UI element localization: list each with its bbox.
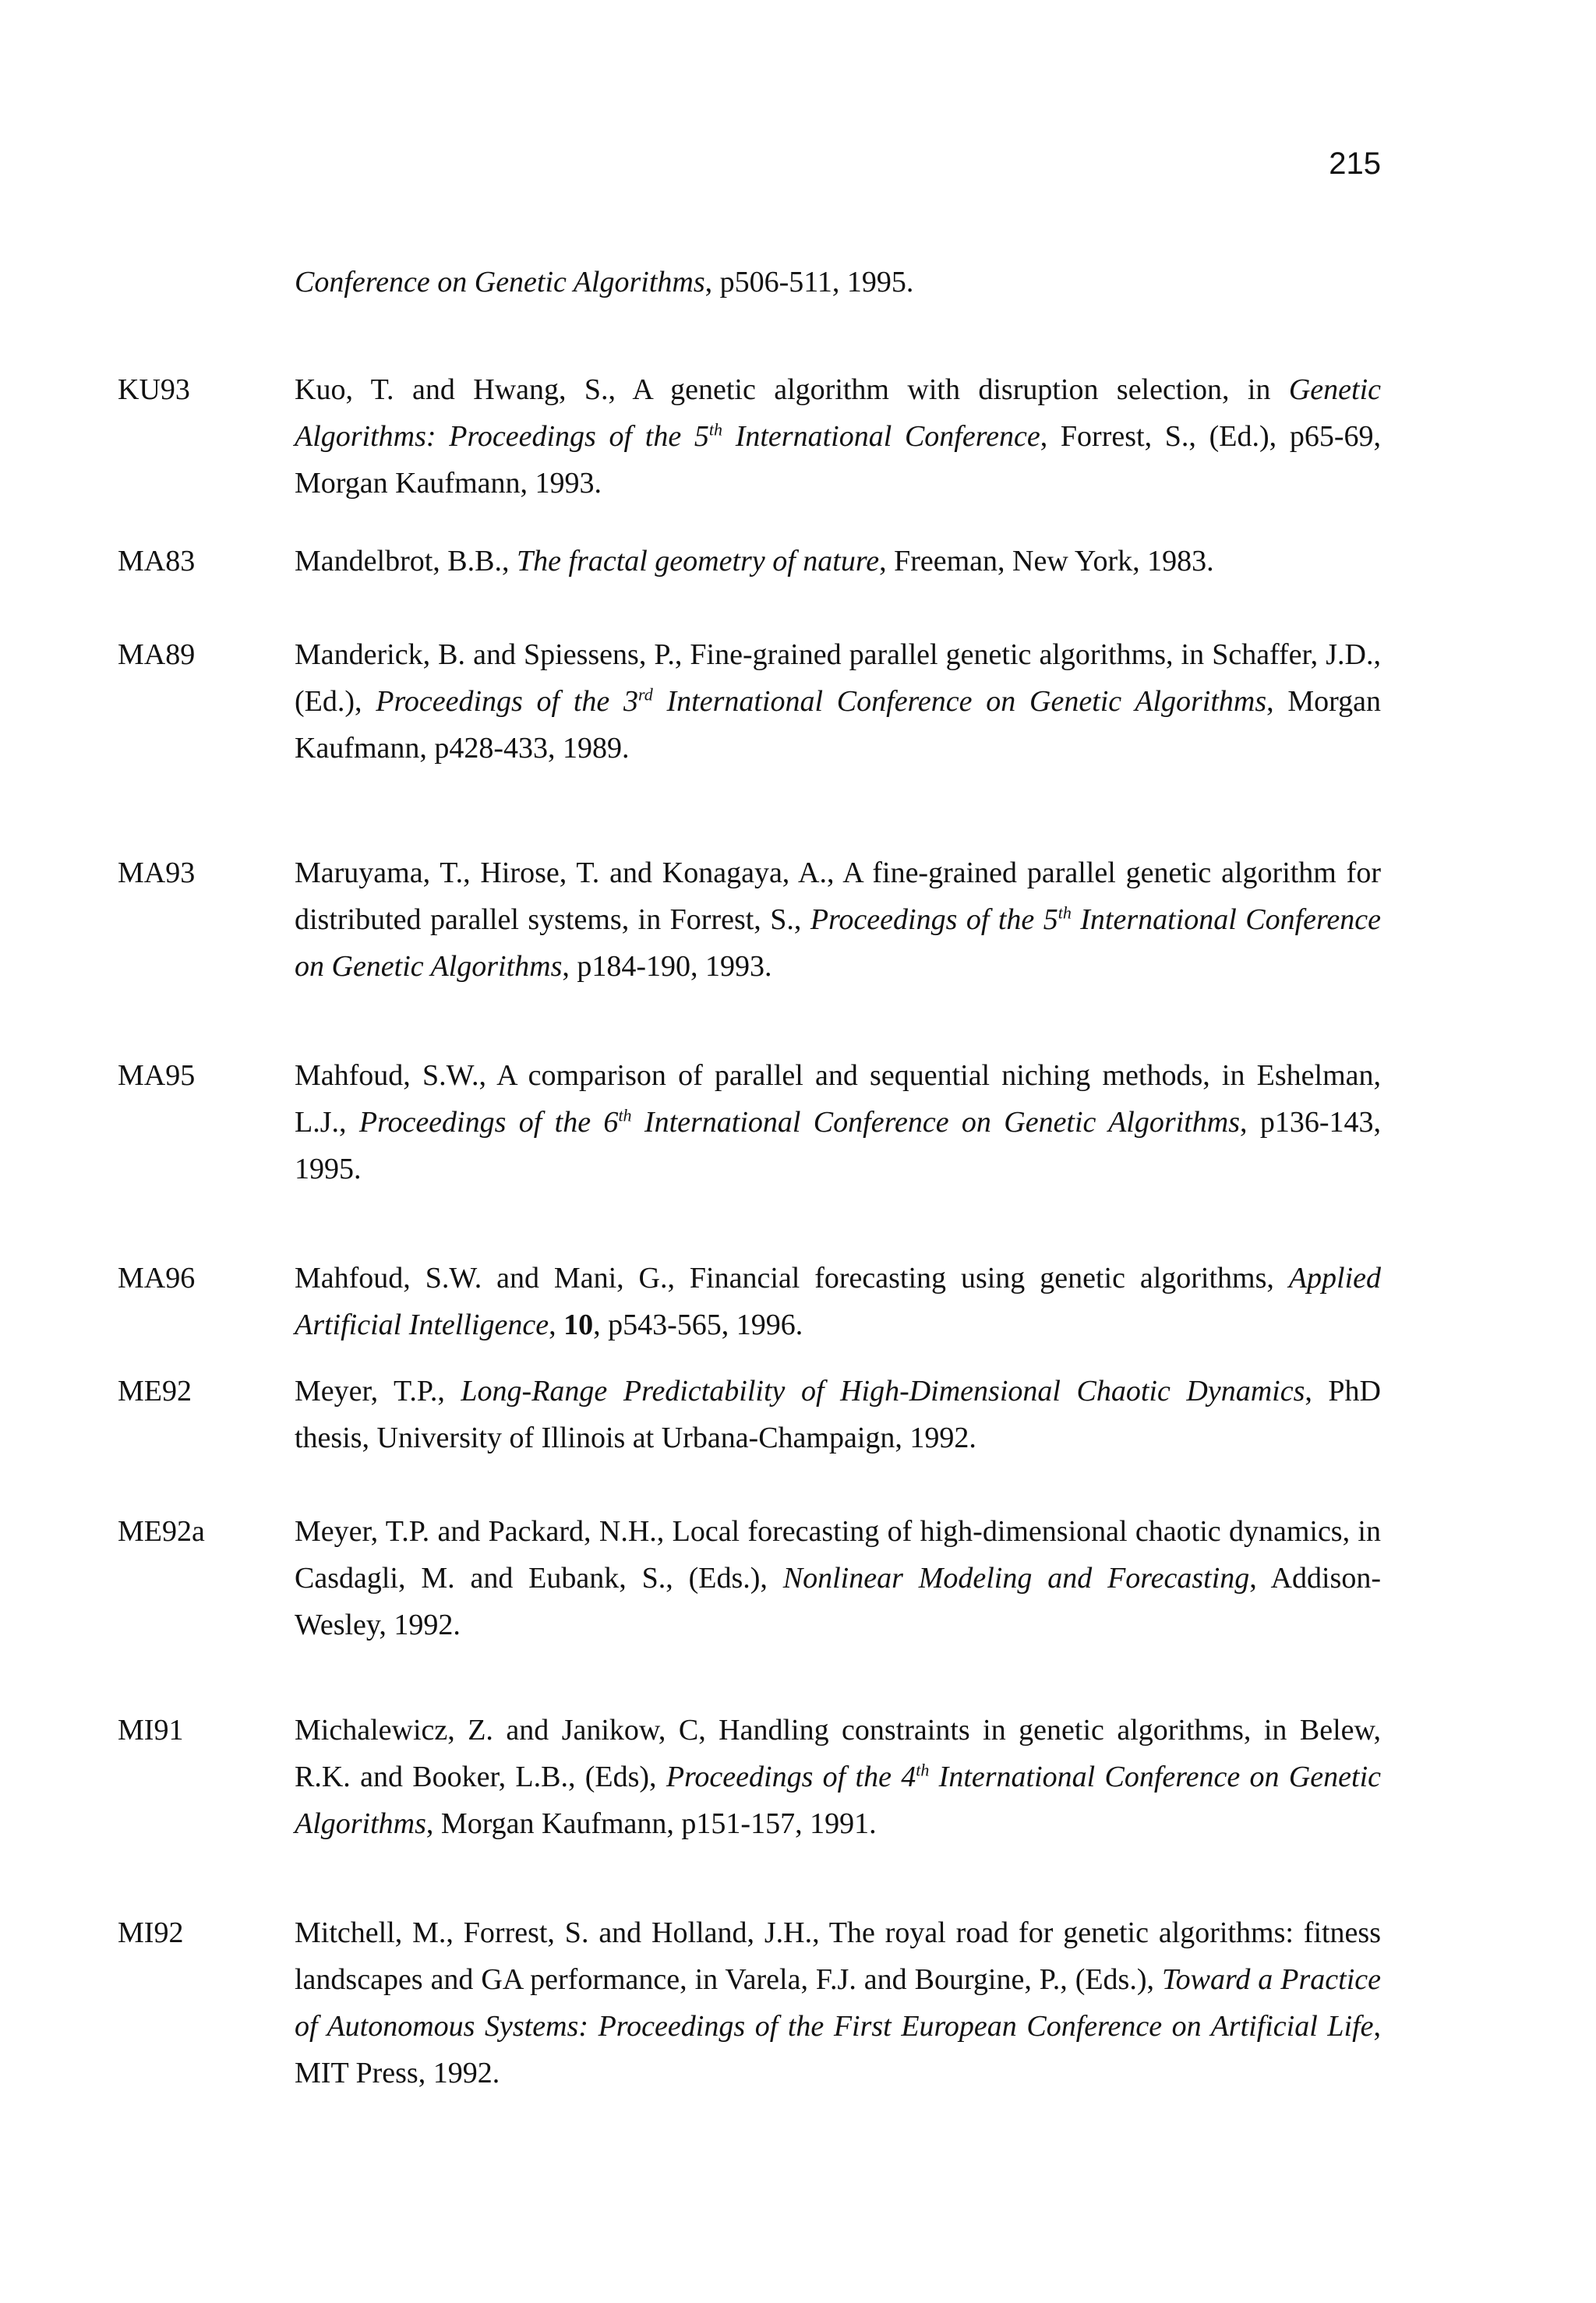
reference-citation bbox=[295, 1909, 1381, 2096]
reference-key: MI91 bbox=[118, 1714, 184, 1747]
reference-citation bbox=[295, 1255, 1381, 1348]
reference-citation bbox=[295, 1052, 1381, 1192]
page-number: 215 bbox=[1329, 147, 1381, 181]
reference-text-segment: , Morgan Kaufmann, p151-157, 1991. bbox=[425, 1807, 877, 1840]
reference-text-segment: Mandelbrot, B.B., bbox=[295, 545, 517, 578]
reference-key: ME92a bbox=[118, 1515, 205, 1548]
ordinal-superscript: th bbox=[708, 419, 723, 440]
reference-text-segment: Long-Range Predictability of High-Dimensional Chaotic Dynamics bbox=[461, 1375, 1305, 1408]
reference-text-segment: Mahfoud, S.W., A comparison of parallel and sequential niching methods, in Eshelman, L.J., bbox=[295, 1059, 1381, 1139]
reference-text-segment: Kuo, T. and Hwang, S., A genetic algorithm with disruption selection, in bbox=[295, 373, 1289, 406]
reference-citation bbox=[295, 538, 1381, 585]
reference-text-segment: Meyer, T.P. and Packard, N.H., Local forecasting of high-dimensional chaotic dynamics, in Casdagli, M. and Eubank, S., (Eds.), bbox=[295, 1515, 1381, 1595]
reference-text-segment: , Addison-Wesley, 1992. bbox=[295, 1562, 1381, 1641]
reference-key: KU93 bbox=[118, 373, 190, 406]
reference-text-segment: Proceedings of the 4 bbox=[666, 1761, 916, 1793]
reference-text-segment: , p136-143, 1995. bbox=[295, 1106, 1382, 1185]
reference-text-segment: 10 bbox=[563, 1309, 594, 1341]
reference-text-segment: Nonlinear Modeling and Forecasting bbox=[782, 1562, 1250, 1595]
reference-text-segment: , Forrest, S., (Ed.), p65-69, Morgan Kaufmann, 1993. bbox=[295, 420, 1381, 500]
ordinal-superscript: th bbox=[916, 1760, 930, 1780]
reference-text-segment: , Freeman, New York, 1983. bbox=[879, 545, 1214, 578]
reference-text-segment: , p184-190, 1993. bbox=[562, 950, 772, 983]
reference-text-segment: Maruyama, T., Hirose, T. and Konagaya, A., A fine-grained parallel genetic algorithm for distributed parallel systems, in Forrest, S., bbox=[295, 857, 1381, 936]
reference-citation bbox=[295, 1707, 1381, 1847]
reference-citation bbox=[295, 631, 1381, 772]
reference-text-segment: International Conference on Genetic Algorithms bbox=[652, 685, 1267, 718]
reference-text-segment: , p543-565, 1996. bbox=[593, 1309, 803, 1341]
reference-text-segment: Toward a Practice of Autonomous Systems: Proceedings of the First European Conference on Artificial Life bbox=[295, 1963, 1381, 2043]
reference-text-segment: Michalewicz, Z. and Janikow, C, Handling constraints in genetic algorithms, in Belew, R.K. and Booker, L.B., (Eds), bbox=[295, 1714, 1381, 1793]
reference-text-segment: International Conference on Genetic Algorithms bbox=[295, 903, 1382, 983]
reference-text-segment: Manderick, B. and Spiessens, P., Fine-grained parallel genetic algorithms, in Schaffer, J.D., (Ed.), bbox=[295, 638, 1381, 718]
reference-text-segment: , p506-511, 1995. bbox=[704, 266, 914, 298]
reference-text-segment: , PhD thesis, University of Illinois at Urbana-Champaign, 1992. bbox=[295, 1375, 1381, 1454]
reference-text-segment: , bbox=[549, 1309, 564, 1341]
reference-text-segment: Applied Artificial Intelligence bbox=[295, 1262, 1381, 1341]
reference-text-segment: Proceedings of the 6 bbox=[358, 1106, 619, 1139]
reference-citation bbox=[295, 1368, 1381, 1461]
reference-text-segment: Proceedings of the 5 bbox=[810, 903, 1058, 936]
reference-citation bbox=[295, 1508, 1381, 1648]
reference-key: ME92 bbox=[118, 1375, 192, 1408]
reference-citation bbox=[295, 366, 1381, 507]
ordinal-superscript: th bbox=[618, 1105, 632, 1125]
reference-text-segment: Mahfoud, S.W. and Mani, G., Financial forecasting using genetic algorithms, bbox=[295, 1262, 1289, 1295]
reference-text-segment: Mitchell, M., Forrest, S. and Holland, J.H., The royal road for genetic algorithms: fitness landscapes and GA performance, in Varela, F.J. and Bourgine, P., (Eds.), bbox=[295, 1916, 1381, 1996]
reference-key: MA95 bbox=[118, 1059, 196, 1092]
reference-text-segment: The fractal geometry of nature bbox=[516, 545, 880, 578]
ordinal-superscript: th bbox=[1058, 902, 1072, 923]
reference-text-segment: International Conference bbox=[722, 420, 1040, 453]
reference-key: MA96 bbox=[118, 1262, 196, 1295]
reference-text-segment: , MIT Press, 1992. bbox=[295, 2010, 1381, 2089]
reference-citation bbox=[295, 849, 1381, 990]
reference-text-segment: Conference on Genetic Algorithms bbox=[295, 266, 705, 298]
reference-key: MA83 bbox=[118, 545, 196, 578]
reference-text-segment: Proceedings of the 3 bbox=[376, 685, 639, 718]
reference-key: MA89 bbox=[118, 638, 196, 671]
reference-text-segment: Genetic Algorithms: Proceedings of the 5 bbox=[295, 373, 1381, 453]
reference-key: MA93 bbox=[118, 857, 196, 889]
reference-text-segment: , Morgan Kaufmann, p428-433, 1989. bbox=[295, 685, 1382, 765]
reference-text-segment: International Conference on Genetic Algorithms bbox=[631, 1106, 1240, 1139]
reference-key: MI92 bbox=[118, 1916, 184, 1949]
reference-text-segment: International Conference on Genetic Algorithms bbox=[295, 1761, 1381, 1840]
ordinal-superscript: rd bbox=[638, 684, 653, 705]
reference-text-segment: Meyer, T.P., bbox=[295, 1375, 461, 1408]
